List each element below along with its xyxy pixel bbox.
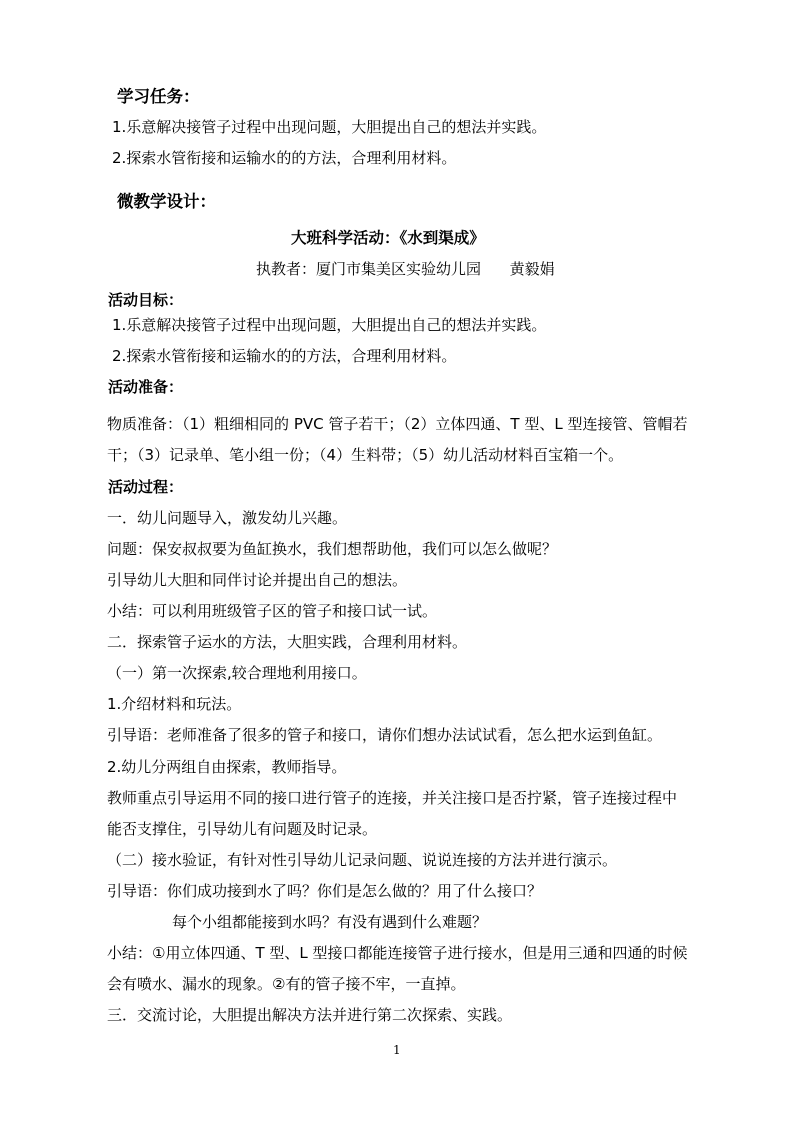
process-heading: 活动过程： (108, 478, 184, 496)
prep-line: 物质准备：（1）粗细相同的 PVC 管子若干；（2）立体四通、T 型、L 型连接管、管帽若 (107, 415, 688, 433)
process-line: 1.介绍材料和玩法。 (107, 695, 242, 713)
teacher-line: 执教者：厦门市集美区实验幼儿园 黄毅娟 (256, 260, 555, 278)
process-line: （二）接水验证，有针对性引导幼儿记录问题、说说连接的方法并进行演示。 (107, 851, 618, 869)
process-line: 引导语：你们成功接到水了吗？你们是怎么做的？用了什么接口？ (107, 882, 543, 900)
goal-item: 2.探索水管衔接和运输水的的方法，合理利用材料。 (112, 347, 457, 365)
process-line: 引导语：老师准备了很多的管子和接口，请你们想办法试试看，怎么把水运到鱼缸。 (107, 726, 663, 744)
process-line: 小结：①用立体四通、T 型、L 型接口都能连接管子进行接水，但是用三通和四通的时候 (107, 944, 688, 962)
process-line: 三．交流讨论，大胆提出解决方法并进行第二次探索、实践。 (107, 1006, 513, 1024)
process-line: 2.幼儿分两组自由探索，教师指导。 (107, 758, 347, 776)
learning-tasks-heading: 学习任务： (117, 87, 200, 106)
process-line: 能否支撑住，引导幼儿有问题及时记录。 (107, 820, 378, 838)
process-line: （一）第一次探索,较合理地利用接口。 (107, 664, 367, 682)
process-line: 问题：保安叔叔要为鱼缸换水，我们想帮助他，我们可以怎么做呢？ (107, 540, 558, 558)
process-line: 小结：可以利用班级管子区的管子和接口试一试。 (107, 602, 438, 620)
lesson-title: 大班科学活动：《水到渠成》 (291, 229, 485, 247)
learning-task-item: 1.乐意解决接管子过程中出现问题，大胆提出自己的想法并实践。 (112, 118, 547, 136)
process-line: 一．幼儿问题导入，激发幼儿兴趣。 (107, 509, 348, 527)
process-line: 每个小组都能接到水吗？有没有遇到什么难题？ (172, 913, 488, 931)
micro-design-heading: 微教学设计： (117, 192, 216, 211)
process-line: 引导幼儿大胆和同伴讨论并提出自己的想法。 (107, 571, 408, 589)
process-line: 二．探索管子运水的方法，大胆实践，合理利用材料。 (107, 633, 468, 651)
prep-heading: 活动准备： (108, 378, 184, 396)
prep-line: 干；（3）记录单、笔小组一份；（4）生料带；（5）幼儿活动材料百宝箱一个。 (107, 446, 624, 464)
goal-item: 1.乐意解决接管子过程中出现问题，大胆提出自己的想法并实践。 (112, 316, 547, 334)
process-line: 会有喷水、漏水的现象。②有的管子接不牢，一直掉。 (107, 975, 466, 993)
page-number: 1 (393, 1043, 401, 1057)
goals-heading: 活动目标： (108, 291, 184, 309)
learning-task-item: 2.探索水管衔接和运输水的的方法，合理利用材料。 (112, 149, 457, 167)
process-line: 教师重点引导运用不同的接口进行管子的连接，并关注接口是否拧紧，管子连接过程中 (107, 789, 678, 807)
